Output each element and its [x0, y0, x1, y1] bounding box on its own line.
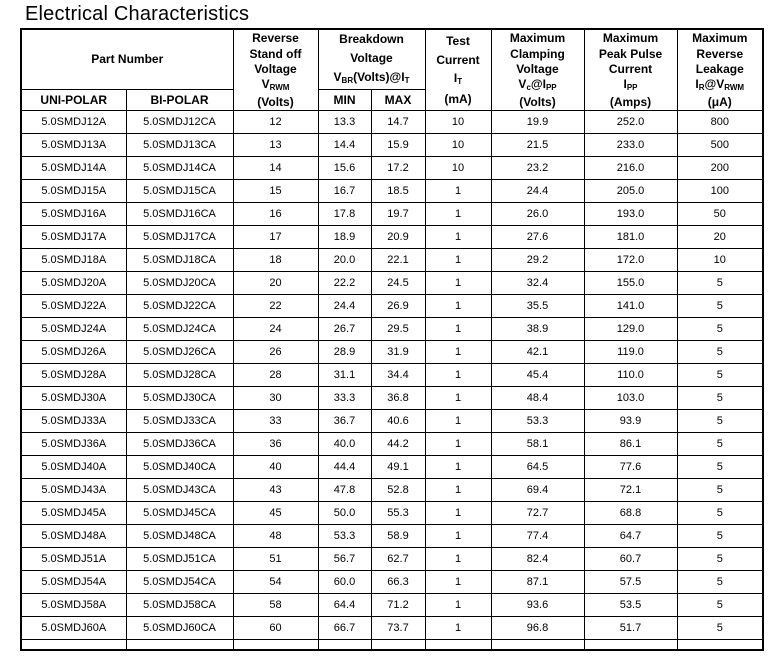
table-row [21, 157, 763, 180]
table-cell: 5 [677, 318, 763, 341]
table-cell: 31.9 [371, 341, 425, 364]
header-unit: (mA) [444, 91, 472, 106]
table-cell: 5.0SMDJ12A [21, 111, 126, 134]
table-cell [371, 640, 425, 650]
table-header [21, 29, 763, 111]
table-cell: 5 [677, 548, 763, 571]
table-cell: 5.0SMDJ48A [21, 525, 126, 548]
table-cell: 5.0SMDJ58CA [126, 594, 233, 617]
table-cell: 5.0SMDJ45A [21, 502, 126, 525]
table-row [21, 249, 763, 272]
header-unit: (Volts) [519, 94, 556, 109]
header-min: MIN [318, 89, 371, 110]
table-cell: 48 [233, 525, 318, 548]
table-cell: 35.5 [491, 295, 584, 318]
table-cell: 22.2 [318, 272, 371, 295]
header-line: Maximum [692, 31, 748, 46]
header-line: Voltage [516, 61, 559, 76]
header-unit: (Volts) [257, 94, 294, 109]
table-cell: 5 [677, 571, 763, 594]
page-title: Electrical Characteristics [25, 3, 250, 25]
table-cell: 29.5 [371, 318, 425, 341]
header-line: Stand off [249, 46, 302, 61]
table-cell: 24.5 [371, 272, 425, 295]
header-unit: (Amps) [609, 94, 652, 109]
header-row-1 [21, 29, 763, 89]
table-cell: 141.0 [584, 295, 677, 318]
table-cell: 172.0 [584, 249, 677, 272]
table-cell: 1 [425, 318, 491, 341]
table-cell: 73.7 [371, 617, 425, 640]
header-line: Clamping [510, 46, 565, 61]
vbr-symbol: $V_{BR}(Volts)@I_T$ [333, 69, 410, 85]
ipp-symbol: $I_{PP}$ [623, 77, 638, 93]
table-cell: 1 [425, 479, 491, 502]
table-cell: 5 [677, 433, 763, 456]
table-cell: 72.1 [584, 479, 677, 502]
table-cell: 86.1 [584, 433, 677, 456]
table-cell: 1 [425, 203, 491, 226]
header-test-current [425, 29, 491, 111]
table-cell: 5.0SMDJ16A [21, 203, 126, 226]
table-cell: 5 [677, 272, 763, 295]
table-row [21, 111, 763, 134]
table-cell: 500 [677, 134, 763, 157]
table-cell: 82.4 [491, 548, 584, 571]
table-cell: 66.7 [318, 617, 371, 640]
table-cell [233, 640, 318, 650]
table-cell: 1 [425, 226, 491, 249]
table-cell: 16.7 [318, 180, 371, 203]
table-cell: 71.2 [371, 594, 425, 617]
header-line: Test [446, 34, 470, 49]
table-cell: 55.3 [371, 502, 425, 525]
table-cell: 33.3 [318, 387, 371, 410]
table-row-partial [21, 640, 763, 650]
table-cell: 5.0SMDJ54A [21, 571, 126, 594]
table-cell: 23.2 [491, 157, 584, 180]
table-cell: 5.0SMDJ28CA [126, 364, 233, 387]
table-cell: 14 [233, 157, 318, 180]
table-cell: 36.8 [371, 387, 425, 410]
table-cell: 1 [425, 387, 491, 410]
table-cell: 87.1 [491, 571, 584, 594]
table-cell: 10 [425, 134, 491, 157]
table-cell: 19.9 [491, 111, 584, 134]
table-cell: 5 [677, 341, 763, 364]
table-row [21, 203, 763, 226]
table-cell: 10 [425, 157, 491, 180]
table-cell: 15 [233, 180, 318, 203]
header-line: Current [436, 52, 480, 67]
table-cell: 5.0SMDJ18CA [126, 249, 233, 272]
table-body [21, 111, 763, 640]
table-row [21, 180, 763, 203]
table-cell: 5 [677, 594, 763, 617]
table-cell: 36.7 [318, 410, 371, 433]
table-cell: 13.3 [318, 111, 371, 134]
table-cell: 26.7 [318, 318, 371, 341]
table-cell: 38.9 [491, 318, 584, 341]
table-cell: 5.0SMDJ33CA [126, 410, 233, 433]
table-cell: 103.0 [584, 387, 677, 410]
table-row [21, 594, 763, 617]
table-cell: 155.0 [584, 272, 677, 295]
table-cell: 1 [425, 295, 491, 318]
table-cell: 5.0SMDJ26CA [126, 341, 233, 364]
table-cell: 64.7 [584, 525, 677, 548]
table-cell: 15.9 [371, 134, 425, 157]
table-cell: 5.0SMDJ45CA [126, 502, 233, 525]
table-cell: 1 [425, 410, 491, 433]
table-cell: 33 [233, 410, 318, 433]
table-cell: 5 [677, 364, 763, 387]
table-cell: 58 [233, 594, 318, 617]
table-cell: 21.5 [491, 134, 584, 157]
table-cell: 68.8 [584, 502, 677, 525]
table-cell: 5 [677, 410, 763, 433]
table-cell: 5.0SMDJ20CA [126, 272, 233, 295]
it-symbol: $I_T$ [453, 71, 463, 87]
header-line: Maximum [509, 31, 566, 46]
table-cell: 13 [233, 134, 318, 157]
table-cell: 800 [677, 111, 763, 134]
table-cell: 5.0SMDJ48CA [126, 525, 233, 548]
table-cell: 14.7 [371, 111, 425, 134]
table-cell: 40 [233, 456, 318, 479]
table-cell [584, 640, 677, 650]
table-cell: 10 [425, 111, 491, 134]
table-cell: 5 [677, 479, 763, 502]
table-row [21, 318, 763, 341]
header-line: Peak Pulse [598, 46, 663, 61]
table-cell: 193.0 [584, 203, 677, 226]
table-cell: 5.0SMDJ28A [21, 364, 126, 387]
table-row [21, 410, 763, 433]
header-max-reverse-leakage [677, 29, 763, 111]
table-row [21, 387, 763, 410]
table-cell: 5.0SMDJ26A [21, 341, 126, 364]
table-cell: 200 [677, 157, 763, 180]
header-line: Breakdown [339, 32, 404, 46]
table-cell: 32.4 [491, 272, 584, 295]
table-cell: 54 [233, 571, 318, 594]
table-row [21, 479, 763, 502]
table-cell: 12 [233, 111, 318, 134]
table-cell: 96.8 [491, 617, 584, 640]
header-max: MAX [371, 89, 425, 110]
table-cell: 5.0SMDJ43CA [126, 479, 233, 502]
table-cell: 5.0SMDJ15A [21, 180, 126, 203]
table-cell: 5.0SMDJ36CA [126, 433, 233, 456]
table-cell: 5.0SMDJ30A [21, 387, 126, 410]
table-row [21, 433, 763, 456]
table-cell: 5.0SMDJ16CA [126, 203, 233, 226]
table-cell: 36 [233, 433, 318, 456]
table-cell: 5.0SMDJ60A [21, 617, 126, 640]
table-cell: 53.3 [491, 410, 584, 433]
table-cell: 40.6 [371, 410, 425, 433]
table-cell: 119.0 [584, 341, 677, 364]
table-cell: 5.0SMDJ17A [21, 226, 126, 249]
table-row [21, 456, 763, 479]
header-line: Voltage [350, 50, 393, 65]
table-cell: 5.0SMDJ40A [21, 456, 126, 479]
table-cell: 1 [425, 456, 491, 479]
table-cell: 5 [677, 456, 763, 479]
table-cell [318, 640, 371, 650]
vrwm-symbol: $V_{RWM}$ [261, 77, 290, 93]
table-cell: 72.7 [491, 502, 584, 525]
header-part-number: Part Number [21, 29, 233, 89]
table-row [21, 525, 763, 548]
table-cell: 30 [233, 387, 318, 410]
table-cell: 29.2 [491, 249, 584, 272]
table-cell [491, 640, 584, 650]
table-row [21, 134, 763, 157]
electrical-characteristics-table [20, 28, 764, 651]
table-cell: 26 [233, 341, 318, 364]
table-cell: 5.0SMDJ22CA [126, 295, 233, 318]
table-cell: 19.7 [371, 203, 425, 226]
table-cell: 5.0SMDJ43A [21, 479, 126, 502]
table-cell: 18 [233, 249, 318, 272]
table-cell: 42.1 [491, 341, 584, 364]
table-cell: 28.9 [318, 341, 371, 364]
table-cell: 110.0 [584, 364, 677, 387]
table-cell: 52.8 [371, 479, 425, 502]
table-cell: 49.1 [371, 456, 425, 479]
table-cell: 5.0SMDJ24CA [126, 318, 233, 341]
table-cell: 5.0SMDJ51CA [126, 548, 233, 571]
table-cell: 5.0SMDJ22A [21, 295, 126, 318]
table-cell: 50 [677, 203, 763, 226]
table-row [21, 226, 763, 249]
header-unit: (μA) [707, 94, 732, 109]
table-cell: 18.5 [371, 180, 425, 203]
table-cell: 18.9 [318, 226, 371, 249]
header-line: Reverse [252, 31, 299, 46]
table-cell: 1 [425, 341, 491, 364]
table-cell: 5 [677, 295, 763, 318]
header-line: Reverse [696, 46, 744, 61]
table-cell: 58.1 [491, 433, 584, 456]
table-cell: 57.5 [584, 571, 677, 594]
table-row [21, 502, 763, 525]
table-cell: 31.1 [318, 364, 371, 387]
table-cell [425, 640, 491, 650]
table-cell: 24.4 [491, 180, 584, 203]
table-cell: 100 [677, 180, 763, 203]
table-cell: 44.4 [318, 456, 371, 479]
table-cell: 77.4 [491, 525, 584, 548]
table-cell [677, 640, 763, 650]
table-cell: 5.0SMDJ58A [21, 594, 126, 617]
table-cell: 47.8 [318, 479, 371, 502]
table-cell: 22.1 [371, 249, 425, 272]
table-cell: 45 [233, 502, 318, 525]
table-cell: 1 [425, 180, 491, 203]
header-line: Maximum [602, 31, 659, 46]
table-cell: 51.7 [584, 617, 677, 640]
table-cell: 48.4 [491, 387, 584, 410]
table-cell: 10 [677, 249, 763, 272]
table-cell: 20 [677, 226, 763, 249]
table-cell: 26.0 [491, 203, 584, 226]
table-cell: 66.3 [371, 571, 425, 594]
table-cell: 43 [233, 479, 318, 502]
table-cell: 5.0SMDJ13A [21, 134, 126, 157]
table-cell [21, 640, 126, 650]
table-cell: 5.0SMDJ13CA [126, 134, 233, 157]
table-cell: 1 [425, 594, 491, 617]
table-cell: 20 [233, 272, 318, 295]
table-cell: 15.6 [318, 157, 371, 180]
table-cell: 1 [425, 364, 491, 387]
header-bi-polar: BI-POLAR [126, 89, 233, 110]
table-cell: 1 [425, 548, 491, 571]
table-cell: 1 [425, 617, 491, 640]
header-max-clamping-voltage [491, 29, 584, 111]
table-cell: 1 [425, 502, 491, 525]
table-row [21, 571, 763, 594]
table-cell: 216.0 [584, 157, 677, 180]
table-cell: 22 [233, 295, 318, 318]
table-cell: 27.6 [491, 226, 584, 249]
header-max-peak-pulse-current [584, 29, 677, 111]
table-cutoff-row [21, 640, 763, 650]
table-cell: 205.0 [584, 180, 677, 203]
table-cell: 17.2 [371, 157, 425, 180]
table-cell: 28 [233, 364, 318, 387]
table-cell: 93.9 [584, 410, 677, 433]
table-cell: 17 [233, 226, 318, 249]
table-cell: 53.5 [584, 594, 677, 617]
table-cell: 5.0SMDJ30CA [126, 387, 233, 410]
table-cell: 1 [425, 433, 491, 456]
table-cell: 20.9 [371, 226, 425, 249]
header-line: Current [608, 61, 653, 76]
table-cell: 77.6 [584, 456, 677, 479]
table-cell: 26.9 [371, 295, 425, 318]
table-cell: 93.6 [491, 594, 584, 617]
header-reverse-standoff-voltage [233, 29, 318, 111]
table-cell: 16 [233, 203, 318, 226]
table-cell: 233.0 [584, 134, 677, 157]
table-cell: 60 [233, 617, 318, 640]
table-cell: 5 [677, 617, 763, 640]
vc-symbol: $V_c@I_{PP}$ [518, 77, 557, 93]
table-cell: 24.4 [318, 295, 371, 318]
table-cell: 62.7 [371, 548, 425, 571]
table-cell: 51 [233, 548, 318, 571]
table-cell: 5.0SMDJ20A [21, 272, 126, 295]
table-cell: 1 [425, 525, 491, 548]
table-row [21, 295, 763, 318]
table-cell: 17.8 [318, 203, 371, 226]
table-row [21, 341, 763, 364]
header-breakdown-voltage [318, 29, 425, 89]
table-cell: 129.0 [584, 318, 677, 341]
table-cell: 5 [677, 502, 763, 525]
header-line: Leakage [695, 61, 744, 76]
table-cell: 64.4 [318, 594, 371, 617]
table-cell: 60.7 [584, 548, 677, 571]
table-row [21, 617, 763, 640]
table-cell: 5.0SMDJ36A [21, 433, 126, 456]
header-uni-polar: UNI-POLAR [21, 89, 126, 110]
table-cell: 64.5 [491, 456, 584, 479]
table-cell: 1 [425, 571, 491, 594]
table-cell: 5.0SMDJ40CA [126, 456, 233, 479]
table-cell: 1 [425, 272, 491, 295]
table-cell: 5.0SMDJ14A [21, 157, 126, 180]
table-cell: 58.9 [371, 525, 425, 548]
table-cell: 5.0SMDJ18A [21, 249, 126, 272]
table-cell: 53.3 [318, 525, 371, 548]
header-line: Voltage [254, 61, 297, 76]
table-cell: 5.0SMDJ15CA [126, 180, 233, 203]
table-cell: 50.0 [318, 502, 371, 525]
table-cell: 5.0SMDJ54CA [126, 571, 233, 594]
table-cell: 181.0 [584, 226, 677, 249]
table-cell: 5.0SMDJ51A [21, 548, 126, 571]
table-cell: 44.2 [371, 433, 425, 456]
table-cell: 24 [233, 318, 318, 341]
table-cell: 5.0SMDJ60CA [126, 617, 233, 640]
table-cell: 1 [425, 249, 491, 272]
table-row [21, 272, 763, 295]
table-cell: 5.0SMDJ33A [21, 410, 126, 433]
table-cell: 60.0 [318, 571, 371, 594]
table-cell: 5 [677, 525, 763, 548]
table-cell: 40.0 [318, 433, 371, 456]
table-cell: 69.4 [491, 479, 584, 502]
table-cell: 5.0SMDJ12CA [126, 111, 233, 134]
table-cell [126, 640, 233, 650]
table-cell: 34.4 [371, 364, 425, 387]
table-cell: 252.0 [584, 111, 677, 134]
table-cell: 20.0 [318, 249, 371, 272]
table-cell: 45.4 [491, 364, 584, 387]
table-row [21, 548, 763, 571]
table-cell: 56.7 [318, 548, 371, 571]
table-cell: 5.0SMDJ14CA [126, 157, 233, 180]
table-row [21, 364, 763, 387]
table-cell: 5 [677, 387, 763, 410]
ir-symbol: $I_R@V_{RWM}$ [695, 77, 745, 93]
table-cell: 5.0SMDJ24A [21, 318, 126, 341]
table-cell: 5.0SMDJ17CA [126, 226, 233, 249]
table-cell: 14.4 [318, 134, 371, 157]
